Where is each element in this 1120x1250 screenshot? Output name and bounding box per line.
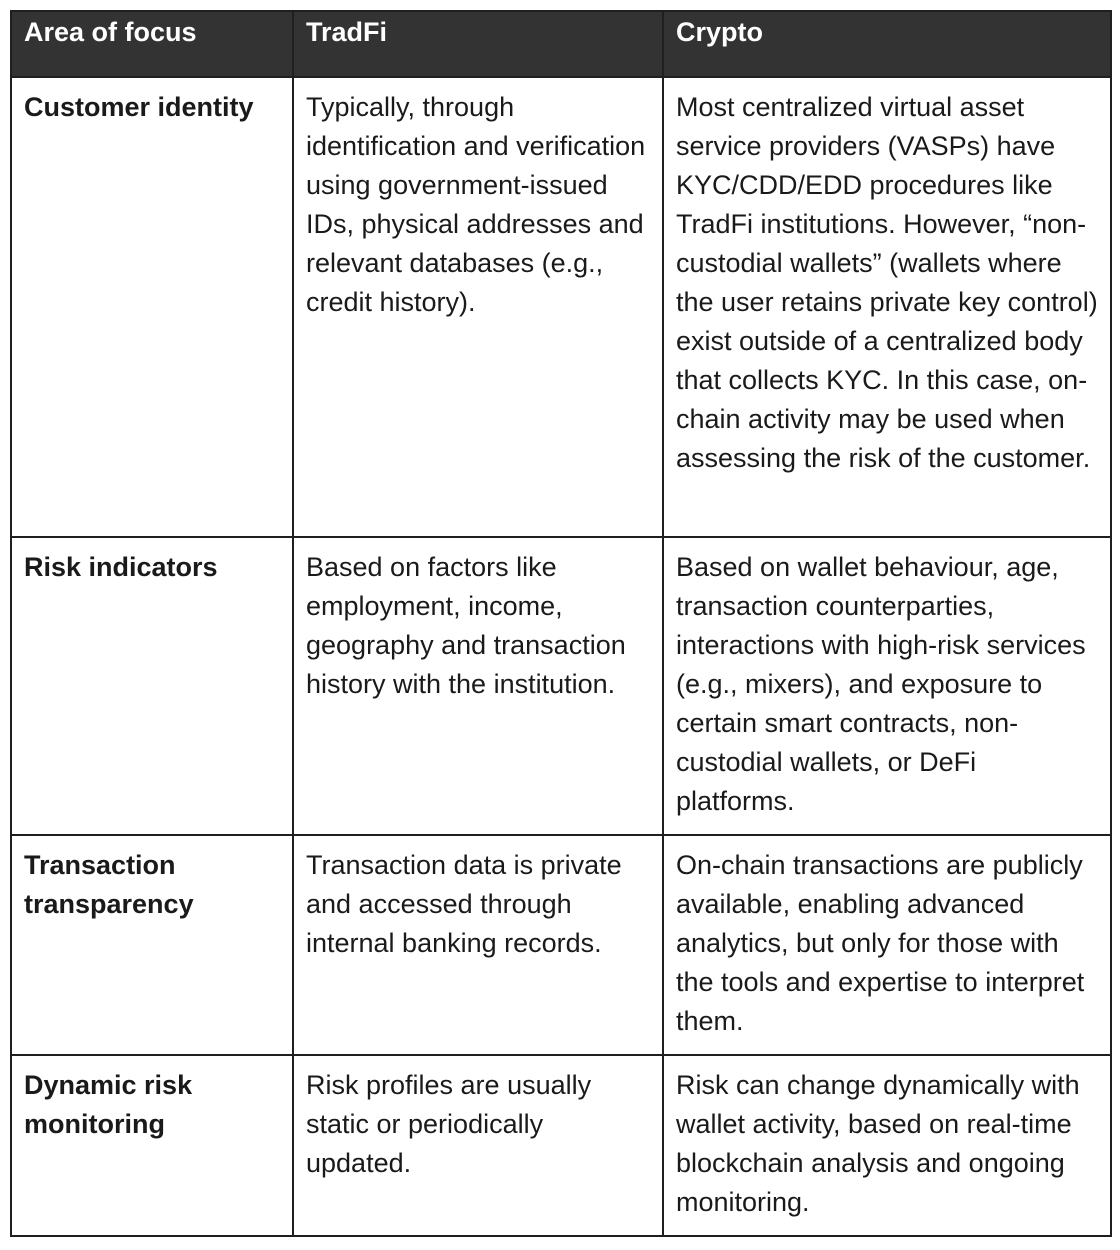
table-row [11,1055,1111,1236]
row-focus-customer-identity: Customer identity [11,77,293,537]
row-focus-risk-indicators: Risk indicators [11,537,293,835]
row-focus-transaction-transparency: Transaction transparency [11,835,293,1055]
header-area-of-focus: Area of focus [11,11,293,77]
table-row [11,835,1111,1055]
table-row [11,77,1111,537]
row-tradfi-cell: Transaction data is private and accessed through internal banking records. [293,835,663,1055]
row-crypto-cell: Based on wallet behaviour, age, transaction counterparties, interactions with high-risk services (e.g., mixers), and exposure to certain smart contracts, non-custodial wallets, or DeFi platforms. [663,537,1111,835]
table-body [11,77,1111,1236]
row-tradfi-cell: Based on factors like employment, income, geography and transaction history with the institution. [293,537,663,835]
comparison-table [10,10,1112,1237]
row-focus-dynamic-risk-monitoring: Dynamic risk monitoring [11,1055,293,1236]
row-crypto-cell: Risk can change dynamically with wallet activity, based on real-time blockchain analysis and ongoing monitoring. [663,1055,1111,1236]
row-crypto-cell: Most centralized virtual asset service providers (VASPs) have KYC/CDD/EDD procedures like TradFi institutions. However, “non-custodial wallets” (wallets where the user retains private key control) exist outside of a centralized body that collects KYC. In this case, on-chain activity may be used when assessing the risk of the customer. [663,77,1111,537]
table-header [11,11,1111,77]
header-tradfi: TradFi [293,11,663,77]
row-tradfi-cell: Risk profiles are usually static or periodically updated. [293,1055,663,1236]
header-crypto: Crypto [663,11,1111,77]
row-crypto-cell: On-chain transactions are publicly available, enabling advanced analytics, but only for those with the tools and expertise to interpret them. [663,835,1111,1055]
header-row [11,11,1111,77]
row-tradfi-cell: Typically, through identification and verification using government-issued IDs, physical addresses and relevant databases (e.g., credit history). [293,77,663,537]
table-row [11,537,1111,835]
